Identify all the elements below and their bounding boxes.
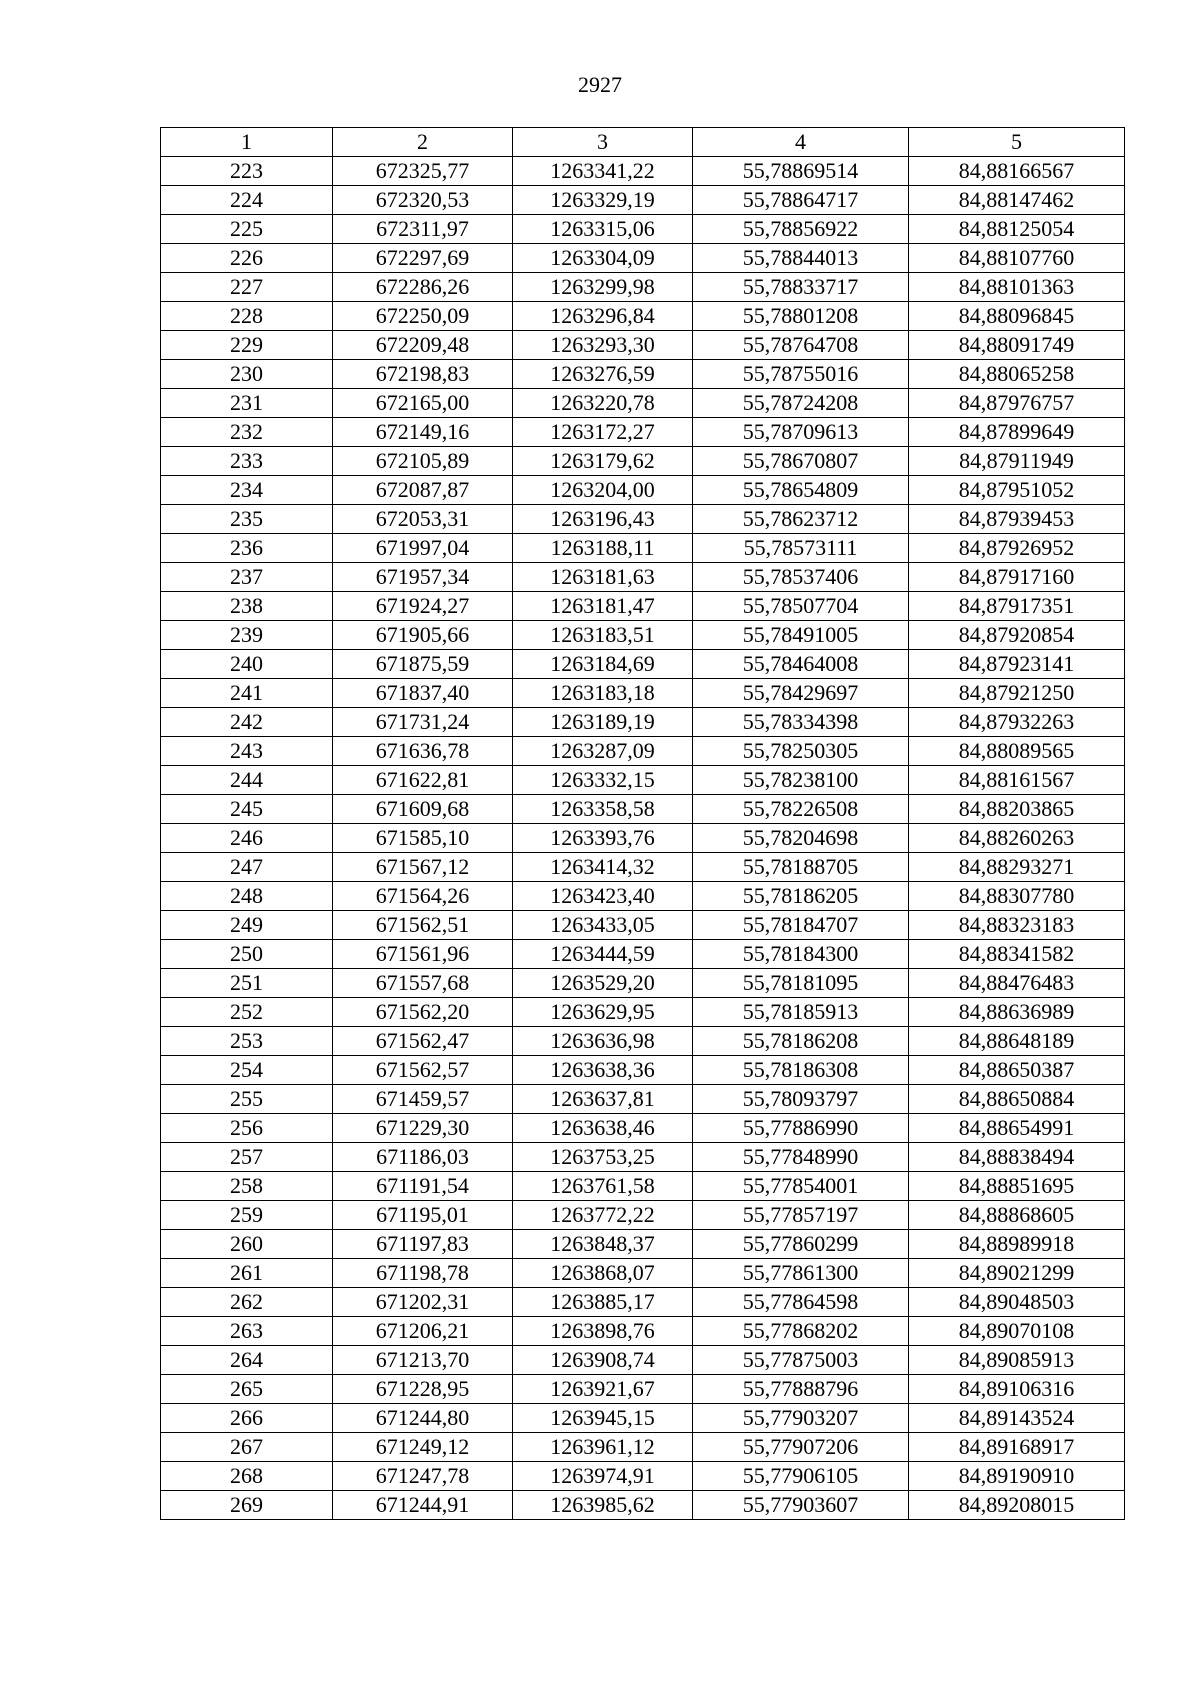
- table-cell-col-2: 671567,12: [333, 853, 513, 882]
- table-cell-col-2: 671562,57: [333, 1056, 513, 1085]
- column-header-5: 5: [909, 128, 1125, 157]
- table-cell-col-3: 1263638,36: [513, 1056, 693, 1085]
- table-cell-col-5: 84,88654991: [909, 1114, 1125, 1143]
- table-row: [161, 1143, 1125, 1172]
- table-cell-col-4: 55,78250305: [693, 737, 909, 766]
- table-cell-col-5: 84,88341582: [909, 940, 1125, 969]
- table-cell-col-2: 671622,81: [333, 766, 513, 795]
- table-row: [161, 1433, 1125, 1462]
- column-header-3: 3: [513, 128, 693, 157]
- table-cell-col-1: 232: [161, 418, 333, 447]
- table-cell-col-5: 84,87911949: [909, 447, 1125, 476]
- table-cell-col-2: 671609,68: [333, 795, 513, 824]
- table-cell-col-1: 242: [161, 708, 333, 737]
- table-cell-col-1: 258: [161, 1172, 333, 1201]
- table-cell-col-5: 84,87917160: [909, 563, 1125, 592]
- table-cell-col-4: 55,78724208: [693, 389, 909, 418]
- table-cell-col-5: 84,88161567: [909, 766, 1125, 795]
- table-cell-col-4: 55,78864717: [693, 186, 909, 215]
- table-cell-col-3: 1263179,62: [513, 447, 693, 476]
- table-row: [161, 1056, 1125, 1085]
- table-cell-col-5: 84,87976757: [909, 389, 1125, 418]
- table-cell-col-4: 55,78184300: [693, 940, 909, 969]
- table-cell-col-2: 671213,70: [333, 1346, 513, 1375]
- table-cell-col-1: 241: [161, 679, 333, 708]
- table-cell-col-2: 671562,51: [333, 911, 513, 940]
- table-cell-col-4: 55,77906105: [693, 1462, 909, 1491]
- table-cell-col-4: 55,78186308: [693, 1056, 909, 1085]
- table-cell-col-3: 1263898,76: [513, 1317, 693, 1346]
- table-cell-col-1: 245: [161, 795, 333, 824]
- table-row: [161, 186, 1125, 215]
- table-cell-col-4: 55,77886990: [693, 1114, 909, 1143]
- table-cell-col-2: 672149,16: [333, 418, 513, 447]
- table-cell-col-3: 1263529,20: [513, 969, 693, 998]
- table-cell-col-4: 55,78491005: [693, 621, 909, 650]
- table-row: [161, 1027, 1125, 1056]
- table-cell-col-5: 84,88065258: [909, 360, 1125, 389]
- table-cell-col-3: 1263945,15: [513, 1404, 693, 1433]
- table-cell-col-1: 239: [161, 621, 333, 650]
- table-cell-col-1: 225: [161, 215, 333, 244]
- table-row: [161, 389, 1125, 418]
- table-cell-col-1: 264: [161, 1346, 333, 1375]
- table-cell-col-5: 84,87951052: [909, 476, 1125, 505]
- table-cell-col-4: 55,77848990: [693, 1143, 909, 1172]
- table-cell-col-3: 1263188,11: [513, 534, 693, 563]
- table-cell-col-1: 261: [161, 1259, 333, 1288]
- table-cell-col-3: 1263183,18: [513, 679, 693, 708]
- table-cell-col-4: 55,78238100: [693, 766, 909, 795]
- table-cell-col-4: 55,78188705: [693, 853, 909, 882]
- table-cell-col-2: 671186,03: [333, 1143, 513, 1172]
- table-cell-col-1: 263: [161, 1317, 333, 1346]
- coordinates-table: [160, 127, 1125, 1520]
- table-cell-col-5: 84,89190910: [909, 1462, 1125, 1491]
- table-cell-col-1: 240: [161, 650, 333, 679]
- table-cell-col-5: 84,88989918: [909, 1230, 1125, 1259]
- table-cell-col-5: 84,88091749: [909, 331, 1125, 360]
- table-cell-col-2: 671997,04: [333, 534, 513, 563]
- table-row: [161, 331, 1125, 360]
- table-cell-col-4: 55,78856922: [693, 215, 909, 244]
- table-cell-col-1: 235: [161, 505, 333, 534]
- table-row: [161, 563, 1125, 592]
- table-cell-col-3: 1263276,59: [513, 360, 693, 389]
- table-cell-col-1: 237: [161, 563, 333, 592]
- table-cell-col-3: 1263885,17: [513, 1288, 693, 1317]
- table-cell-col-4: 55,78464008: [693, 650, 909, 679]
- table-row: [161, 505, 1125, 534]
- table-cell-col-1: 252: [161, 998, 333, 1027]
- table-cell-col-5: 84,89048503: [909, 1288, 1125, 1317]
- table-cell-col-2: 672297,69: [333, 244, 513, 273]
- table-cell-col-1: 256: [161, 1114, 333, 1143]
- table-cell-col-5: 84,88203865: [909, 795, 1125, 824]
- table-cell-col-2: 671585,10: [333, 824, 513, 853]
- table-cell-col-5: 84,88648189: [909, 1027, 1125, 1056]
- table-cell-col-3: 1263332,15: [513, 766, 693, 795]
- table-cell-col-2: 672105,89: [333, 447, 513, 476]
- table-cell-col-2: 671924,27: [333, 592, 513, 621]
- table-row: [161, 766, 1125, 795]
- table-cell-col-2: 671197,83: [333, 1230, 513, 1259]
- table-row: [161, 1230, 1125, 1259]
- table-cell-col-4: 55,78334398: [693, 708, 909, 737]
- table-cell-col-3: 1263196,43: [513, 505, 693, 534]
- table-cell-col-4: 55,78833717: [693, 273, 909, 302]
- table-row: [161, 1172, 1125, 1201]
- table-cell-col-5: 84,88323183: [909, 911, 1125, 940]
- table-cell-col-1: 226: [161, 244, 333, 273]
- table-cell-col-2: 671228,95: [333, 1375, 513, 1404]
- table-cell-col-5: 84,88851695: [909, 1172, 1125, 1201]
- table-cell-col-4: 55,78184707: [693, 911, 909, 940]
- table-cell-col-3: 1263181,47: [513, 592, 693, 621]
- table-cell-col-5: 84,89021299: [909, 1259, 1125, 1288]
- column-header-2: 2: [333, 128, 513, 157]
- table-cell-col-1: 244: [161, 766, 333, 795]
- table-cell-col-3: 1263341,22: [513, 157, 693, 186]
- table-row: [161, 795, 1125, 824]
- column-header-4: 4: [693, 128, 909, 157]
- table-cell-col-4: 55,77868202: [693, 1317, 909, 1346]
- table-cell-col-2: 671957,34: [333, 563, 513, 592]
- table-body: [161, 157, 1125, 1520]
- table-cell-col-3: 1263753,25: [513, 1143, 693, 1172]
- table-cell-col-5: 84,87932263: [909, 708, 1125, 737]
- table-cell-col-1: 248: [161, 882, 333, 911]
- table-row: [161, 998, 1125, 1027]
- table-cell-col-2: 671636,78: [333, 737, 513, 766]
- table-cell-col-2: 671731,24: [333, 708, 513, 737]
- table-cell-col-5: 84,89143524: [909, 1404, 1125, 1433]
- table-cell-col-2: 671562,20: [333, 998, 513, 1027]
- table-cell-col-5: 84,88650884: [909, 1085, 1125, 1114]
- table-row: [161, 244, 1125, 273]
- table-cell-col-1: 250: [161, 940, 333, 969]
- table-row: [161, 273, 1125, 302]
- table-cell-col-2: 671191,54: [333, 1172, 513, 1201]
- table-cell-col-3: 1263921,67: [513, 1375, 693, 1404]
- table-cell-col-1: 231: [161, 389, 333, 418]
- table-cell-col-4: 55,77857197: [693, 1201, 909, 1230]
- table-cell-col-2: 671247,78: [333, 1462, 513, 1491]
- table-cell-col-2: 671875,59: [333, 650, 513, 679]
- table-row: [161, 853, 1125, 882]
- table-cell-col-4: 55,78869514: [693, 157, 909, 186]
- table-row: [161, 447, 1125, 476]
- table-cell-col-1: 227: [161, 273, 333, 302]
- table-cell-col-5: 84,87926952: [909, 534, 1125, 563]
- table-cell-col-5: 84,88089565: [909, 737, 1125, 766]
- table-cell-col-2: 671562,47: [333, 1027, 513, 1056]
- table-cell-col-2: 671195,01: [333, 1201, 513, 1230]
- table-cell-col-4: 55,77854001: [693, 1172, 909, 1201]
- table-row: [161, 824, 1125, 853]
- table-cell-col-1: 246: [161, 824, 333, 853]
- table-row: [161, 534, 1125, 563]
- table-cell-col-2: 671244,91: [333, 1491, 513, 1520]
- table-cell-col-5: 84,89085913: [909, 1346, 1125, 1375]
- table-cell-col-4: 55,77903207: [693, 1404, 909, 1433]
- table-cell-col-5: 84,88125054: [909, 215, 1125, 244]
- table-cell-col-1: 262: [161, 1288, 333, 1317]
- table-cell-col-5: 84,88101363: [909, 273, 1125, 302]
- table-cell-col-4: 55,78186208: [693, 1027, 909, 1056]
- table-cell-col-4: 55,78801208: [693, 302, 909, 331]
- table-cell-col-5: 84,88293271: [909, 853, 1125, 882]
- table-cell-col-2: 671202,31: [333, 1288, 513, 1317]
- table-cell-col-4: 55,77888796: [693, 1375, 909, 1404]
- table-cell-col-1: 224: [161, 186, 333, 215]
- table-cell-col-1: 223: [161, 157, 333, 186]
- table-cell-col-4: 55,78537406: [693, 563, 909, 592]
- table-row: [161, 1462, 1125, 1491]
- table-row: [161, 302, 1125, 331]
- table-cell-col-5: 84,88838494: [909, 1143, 1125, 1172]
- table-row: [161, 737, 1125, 766]
- table-cell-col-2: 672311,97: [333, 215, 513, 244]
- table-row: [161, 1288, 1125, 1317]
- table-cell-col-1: 266: [161, 1404, 333, 1433]
- table-cell-col-1: 251: [161, 969, 333, 998]
- table-cell-col-4: 55,78764708: [693, 331, 909, 360]
- table-cell-col-3: 1263293,30: [513, 331, 693, 360]
- table-cell-col-4: 55,78573111: [693, 534, 909, 563]
- table-cell-col-3: 1263304,09: [513, 244, 693, 273]
- table-cell-col-3: 1263637,81: [513, 1085, 693, 1114]
- table-cell-col-2: 672053,31: [333, 505, 513, 534]
- table-cell-col-5: 84,88107760: [909, 244, 1125, 273]
- table-cell-col-2: 671837,40: [333, 679, 513, 708]
- table-cell-col-1: 247: [161, 853, 333, 882]
- table-cell-col-3: 1263414,32: [513, 853, 693, 882]
- table-cell-col-1: 238: [161, 592, 333, 621]
- table-cell-col-2: 672286,26: [333, 273, 513, 302]
- table-cell-col-4: 55,78093797: [693, 1085, 909, 1114]
- table-cell-col-2: 671249,12: [333, 1433, 513, 1462]
- table-cell-col-1: 268: [161, 1462, 333, 1491]
- page-number: 2927: [578, 72, 622, 97]
- table-cell-col-5: 84,88307780: [909, 882, 1125, 911]
- table-cell-col-3: 1263204,00: [513, 476, 693, 505]
- table-cell-col-3: 1263181,63: [513, 563, 693, 592]
- table-row: [161, 476, 1125, 505]
- table-row: [161, 360, 1125, 389]
- table-cell-col-5: 84,87923141: [909, 650, 1125, 679]
- table-cell-col-4: 55,78709613: [693, 418, 909, 447]
- table-cell-col-3: 1263629,95: [513, 998, 693, 1027]
- table-cell-col-1: 269: [161, 1491, 333, 1520]
- table-cell-col-5: 84,88260263: [909, 824, 1125, 853]
- table-cell-col-4: 55,78185913: [693, 998, 909, 1027]
- table-cell-col-3: 1263974,91: [513, 1462, 693, 1491]
- table-cell-col-4: 55,78429697: [693, 679, 909, 708]
- table-cell-col-2: 671557,68: [333, 969, 513, 998]
- table-row: [161, 1317, 1125, 1346]
- table-cell-col-5: 84,88147462: [909, 186, 1125, 215]
- table-row: [161, 418, 1125, 447]
- table-cell-col-1: 265: [161, 1375, 333, 1404]
- table-row: [161, 1201, 1125, 1230]
- table-cell-col-2: 671198,78: [333, 1259, 513, 1288]
- table-cell-col-5: 84,88166567: [909, 157, 1125, 186]
- table-cell-col-3: 1263184,69: [513, 650, 693, 679]
- table-cell-col-3: 1263761,58: [513, 1172, 693, 1201]
- table-cell-col-1: 259: [161, 1201, 333, 1230]
- table-cell-col-1: 267: [161, 1433, 333, 1462]
- table-cell-col-5: 84,87939453: [909, 505, 1125, 534]
- table-cell-col-4: 55,77860299: [693, 1230, 909, 1259]
- table-cell-col-2: 672165,00: [333, 389, 513, 418]
- table-cell-col-5: 84,88636989: [909, 998, 1125, 1027]
- table-cell-col-5: 84,87921250: [909, 679, 1125, 708]
- table-cell-col-5: 84,89106316: [909, 1375, 1125, 1404]
- table-cell-col-5: 84,89168917: [909, 1433, 1125, 1462]
- table-row: [161, 1404, 1125, 1433]
- table-cell-col-4: 55,77907206: [693, 1433, 909, 1462]
- table-cell-col-1: 254: [161, 1056, 333, 1085]
- table-cell-col-5: 84,87899649: [909, 418, 1125, 447]
- table-cell-col-3: 1263985,62: [513, 1491, 693, 1520]
- table-cell-col-4: 55,78654809: [693, 476, 909, 505]
- table-cell-col-4: 55,78670807: [693, 447, 909, 476]
- table-cell-col-3: 1263287,09: [513, 737, 693, 766]
- table-cell-col-2: 671561,96: [333, 940, 513, 969]
- table-row: [161, 1085, 1125, 1114]
- table-cell-col-2: 672198,83: [333, 360, 513, 389]
- table-cell-col-5: 84,89208015: [909, 1491, 1125, 1520]
- table-cell-col-5: 84,88868605: [909, 1201, 1125, 1230]
- table-cell-col-2: 672320,53: [333, 186, 513, 215]
- column-header-1: 1: [161, 128, 333, 157]
- table-cell-col-4: 55,78226508: [693, 795, 909, 824]
- table-cell-col-3: 1263908,74: [513, 1346, 693, 1375]
- table-row: [161, 621, 1125, 650]
- table-cell-col-3: 1263189,19: [513, 708, 693, 737]
- table-cell-col-4: 55,78204698: [693, 824, 909, 853]
- table-header-row: [161, 128, 1125, 157]
- table-cell-col-2: 672250,09: [333, 302, 513, 331]
- table-cell-col-1: 236: [161, 534, 333, 563]
- table-cell-col-1: 234: [161, 476, 333, 505]
- table-cell-col-5: 84,89070108: [909, 1317, 1125, 1346]
- table-cell-col-3: 1263423,40: [513, 882, 693, 911]
- table-cell-col-4: 55,77864598: [693, 1288, 909, 1317]
- table-cell-col-5: 84,87917351: [909, 592, 1125, 621]
- table-cell-col-2: 672087,87: [333, 476, 513, 505]
- table-cell-col-5: 84,88650387: [909, 1056, 1125, 1085]
- table-cell-col-1: 260: [161, 1230, 333, 1259]
- table-cell-col-3: 1263772,22: [513, 1201, 693, 1230]
- table-cell-col-4: 55,78755016: [693, 360, 909, 389]
- table-row: [161, 1114, 1125, 1143]
- table-cell-col-2: 671206,21: [333, 1317, 513, 1346]
- table-row: [161, 882, 1125, 911]
- table-cell-col-3: 1263299,98: [513, 273, 693, 302]
- table-cell-col-4: 55,78844013: [693, 244, 909, 273]
- table-cell-col-2: 671905,66: [333, 621, 513, 650]
- table-cell-col-4: 55,78507704: [693, 592, 909, 621]
- table-cell-col-5: 84,88096845: [909, 302, 1125, 331]
- table-cell-col-1: 257: [161, 1143, 333, 1172]
- table-cell-col-2: 672209,48: [333, 331, 513, 360]
- table-cell-col-3: 1263220,78: [513, 389, 693, 418]
- table-row: [161, 650, 1125, 679]
- table-cell-col-3: 1263848,37: [513, 1230, 693, 1259]
- table-cell-col-3: 1263296,84: [513, 302, 693, 331]
- table-cell-col-2: 672325,77: [333, 157, 513, 186]
- table-cell-col-2: 671564,26: [333, 882, 513, 911]
- table-cell-col-3: 1263636,98: [513, 1027, 693, 1056]
- table-row: [161, 157, 1125, 186]
- table-cell-col-2: 671244,80: [333, 1404, 513, 1433]
- table-cell-col-3: 1263444,59: [513, 940, 693, 969]
- table-cell-col-1: 233: [161, 447, 333, 476]
- table-row: [161, 215, 1125, 244]
- table-cell-col-3: 1263172,27: [513, 418, 693, 447]
- table-row: [161, 708, 1125, 737]
- table-cell-col-1: 249: [161, 911, 333, 940]
- table-cell-col-4: 55,77903607: [693, 1491, 909, 1520]
- table-row: [161, 940, 1125, 969]
- table-cell-col-3: 1263358,58: [513, 795, 693, 824]
- table-cell-col-1: 228: [161, 302, 333, 331]
- table-row: [161, 1346, 1125, 1375]
- table-cell-col-5: 84,87920854: [909, 621, 1125, 650]
- table-cell-col-3: 1263868,07: [513, 1259, 693, 1288]
- table-cell-col-1: 255: [161, 1085, 333, 1114]
- table-row: [161, 592, 1125, 621]
- table-cell-col-3: 1263961,12: [513, 1433, 693, 1462]
- table-cell-col-1: 230: [161, 360, 333, 389]
- table-cell-col-1: 243: [161, 737, 333, 766]
- table-cell-col-3: 1263638,46: [513, 1114, 693, 1143]
- table-row: [161, 911, 1125, 940]
- table-cell-col-3: 1263433,05: [513, 911, 693, 940]
- table-cell-col-3: 1263329,19: [513, 186, 693, 215]
- table-cell-col-4: 55,78623712: [693, 505, 909, 534]
- table-cell-col-4: 55,78181095: [693, 969, 909, 998]
- table-cell-col-1: 229: [161, 331, 333, 360]
- table-cell-col-3: 1263183,51: [513, 621, 693, 650]
- table-cell-col-3: 1263393,76: [513, 824, 693, 853]
- table-cell-col-1: 253: [161, 1027, 333, 1056]
- table-row: [161, 1259, 1125, 1288]
- table-row: [161, 1491, 1125, 1520]
- table-cell-col-4: 55,78186205: [693, 882, 909, 911]
- table-cell-col-5: 84,88476483: [909, 969, 1125, 998]
- table-row: [161, 679, 1125, 708]
- table-cell-col-4: 55,77875003: [693, 1346, 909, 1375]
- table-row: [161, 969, 1125, 998]
- table-cell-col-4: 55,77861300: [693, 1259, 909, 1288]
- table-cell-col-2: 671459,57: [333, 1085, 513, 1114]
- table-row: [161, 1375, 1125, 1404]
- table-cell-col-3: 1263315,06: [513, 215, 693, 244]
- table-cell-col-2: 671229,30: [333, 1114, 513, 1143]
